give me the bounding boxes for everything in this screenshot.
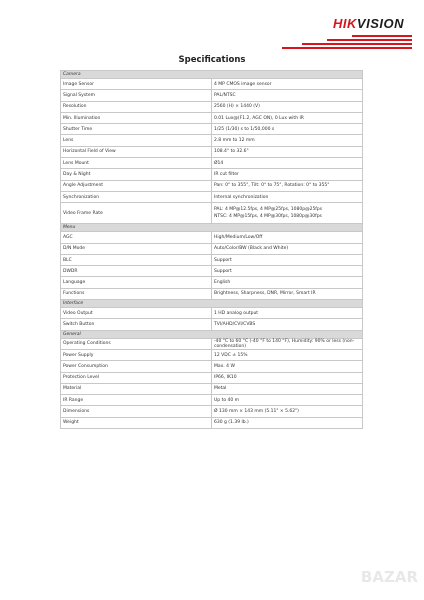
spec-row: Language English: [61, 277, 363, 288]
specifications-table: [60, 70, 363, 429]
frame-rate-pal: PAL: 4 MP@12.5fps, 4 MP@25fps, 1080p@25fps: [214, 207, 323, 213]
section-header-menu: Menu: [61, 224, 363, 232]
spec-row: Protection Level IP66, IK10: [61, 372, 363, 383]
spec-row: Synchronization Internal synchronization: [61, 191, 363, 202]
spec-row: Lens Mount Ø14: [61, 158, 363, 169]
section-header-general: General: [61, 330, 363, 338]
brand-stripes: [282, 35, 412, 51]
spec-row: Shutter Time 1/25 (1/30) s to 1/50,000 s: [61, 124, 363, 135]
page-title: Specifications: [178, 55, 246, 65]
spec-row: IR Range Up to 40 m: [61, 395, 363, 406]
section-header-camera: Camera: [61, 71, 363, 79]
spec-row: Lens 2.8 mm to 12 mm: [61, 135, 363, 146]
spec-row: DWDR Support: [61, 266, 363, 277]
bazar-watermark: BAZAR: [360, 568, 418, 586]
spec-row: Power Supply 12 VDC ± 15%: [61, 349, 363, 360]
spec-row: Video Output 1 HD analog output: [61, 308, 363, 319]
spec-row: D/N Mode Auto/Color/BW (Black and White): [61, 243, 363, 254]
spec-row: BLC Support: [61, 254, 363, 265]
spec-row: Video Frame Rate PAL: 4 MP@12.5fps, 4 MP@25fps, 1080p@25fps NTSC: 4 MP@15fps, 4 MP@30fps, 1080p@30fps: [61, 203, 363, 224]
frame-rate-ntsc: NTSC: 4 MP@15fps, 4 MP@30fps, 1080p@30fps: [214, 214, 322, 220]
spec-row: Resolution 2560 (H) × 1440 (V): [61, 101, 363, 112]
spec-row: Angle Adjustment Pan: 0° to 355°, Tilt: 0° to 75°, Rotation: 0° to 355°: [61, 180, 363, 191]
spec-row: Operating Conditions -40 °C to 60 °C (-40 °F to 140 °F), Humidity: 90% or less (non-condensation): [61, 338, 363, 349]
spec-row: Horizontal Field of View 108.4° to 32.6°: [61, 146, 363, 157]
spec-row: Material Metal: [61, 383, 363, 394]
spec-row: Dimensions Ø 130 mm × 143 mm (5.11" × 5.62"): [61, 406, 363, 417]
spec-row: Switch Button TVI/AHD/CVI/CVBS: [61, 319, 363, 330]
spec-row: Signal System PAL/NTSC: [61, 90, 363, 101]
hikvision-logo: HIKVISION: [333, 16, 404, 31]
spec-row: AGC High/Medium/Low/Off: [61, 232, 363, 243]
spec-row: Power Consumption Max. 4 W: [61, 361, 363, 372]
spec-row: Functions Brightness, Sharpness, DNR, Mirror, Smart IR: [61, 288, 363, 299]
spec-row: Day & Night IR cut filter: [61, 169, 363, 180]
spec-row: Weight 630 g (1.39 lb.): [61, 417, 363, 428]
spec-row: Image Sensor 4 MP CMOS image sensor: [61, 79, 363, 90]
section-header-interface: Interface: [61, 300, 363, 308]
spec-row: Min. Illumination 0.01 Lux@(F1.2, AGC ON), 0 Lux with IR: [61, 112, 363, 123]
